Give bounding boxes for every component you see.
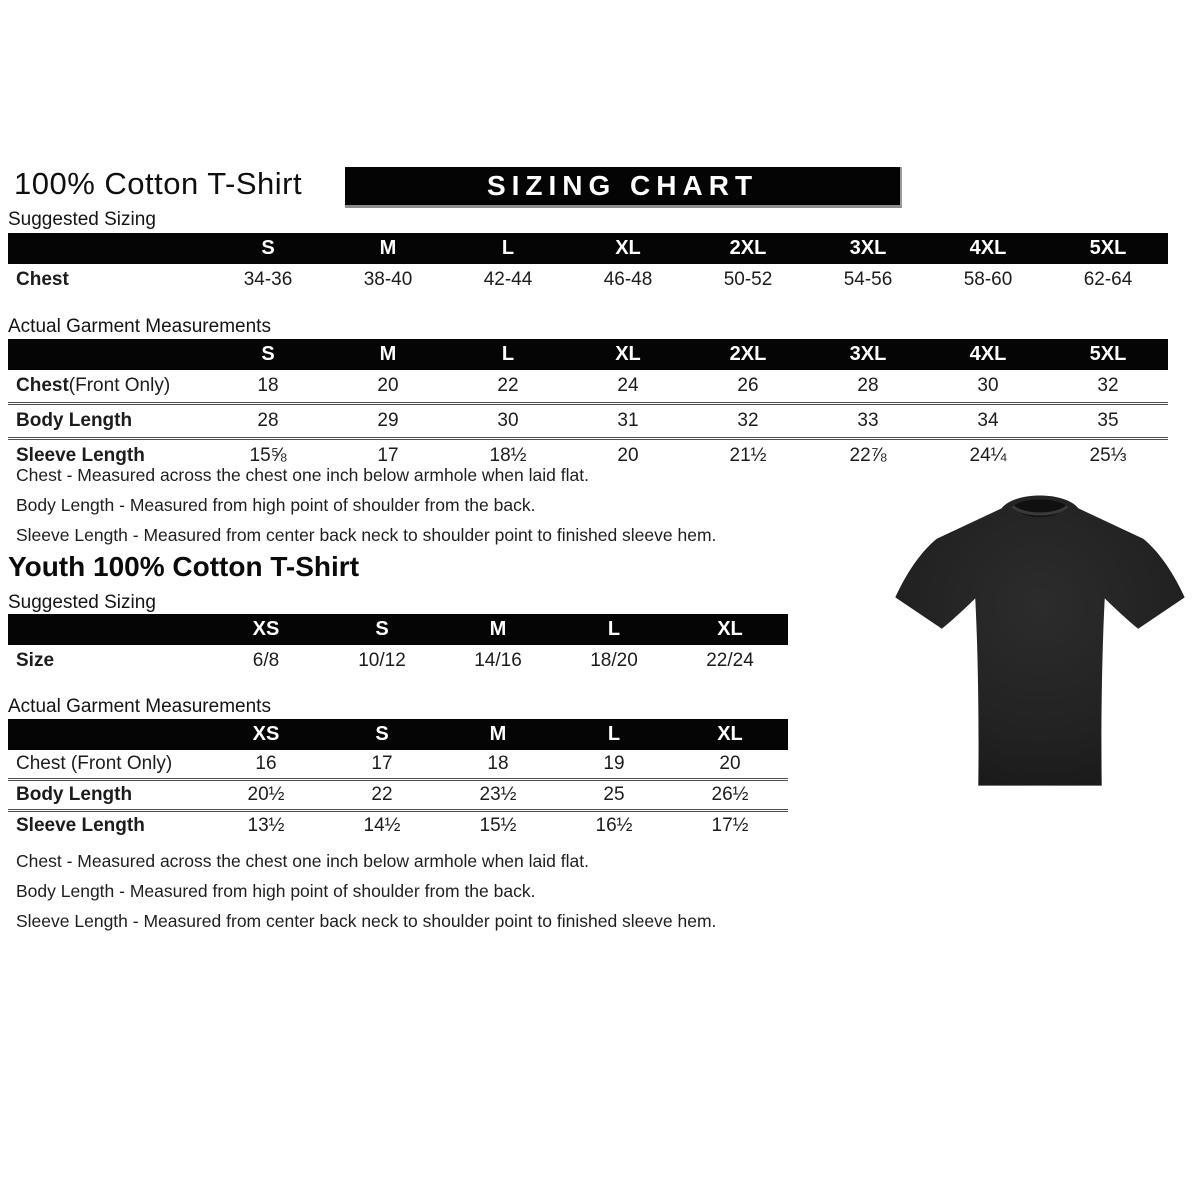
- corner-header-cell: [8, 614, 208, 645]
- col-header: S: [324, 614, 440, 645]
- value-cell: 20: [568, 437, 688, 472]
- col-header: 4XL: [928, 233, 1048, 264]
- adult-measurement-notes: [16, 460, 716, 550]
- row-label: [8, 370, 208, 402]
- col-header: S: [208, 339, 328, 370]
- value-cell: 46-48: [568, 264, 688, 296]
- col-header: 3XL: [808, 233, 928, 264]
- row-label: Chest: [8, 264, 208, 296]
- value-cell: 32: [688, 402, 808, 437]
- value-cell: 58-60: [928, 264, 1048, 296]
- value-cell: 38-40: [328, 264, 448, 296]
- note-sleeve-length: Sleeve Length - Measured from center back neck to shoulder point to finished sleeve hem.: [16, 525, 717, 545]
- value-cell: 19: [556, 750, 672, 778]
- value-cell: 28: [808, 370, 928, 402]
- value-cell: 23½: [440, 778, 556, 809]
- value-cell: 25: [556, 778, 672, 809]
- row-label: Body Length: [8, 778, 208, 809]
- col-header: L: [448, 339, 568, 370]
- value-cell: 24: [568, 370, 688, 402]
- col-header: L: [556, 719, 672, 750]
- value-cell: 18/20: [556, 645, 672, 677]
- col-header: XL: [568, 339, 688, 370]
- value-cell: 22/24: [672, 645, 788, 677]
- col-header: XL: [672, 614, 788, 645]
- youth-actual-measurements-label: Actual Garment Measurements: [8, 696, 271, 717]
- value-cell: 25⅓: [1048, 437, 1168, 472]
- value-cell: 22⅞: [808, 437, 928, 472]
- value-cell: 13½: [208, 809, 324, 840]
- value-cell: 18: [440, 750, 556, 778]
- note-chest: Chest - Measured across the chest one inch below armhole when laid flat.: [16, 851, 589, 871]
- col-header: XS: [208, 614, 324, 645]
- col-header: 2XL: [688, 233, 808, 264]
- col-header: 4XL: [928, 339, 1048, 370]
- value-cell: 20: [672, 750, 788, 778]
- adult-actual-measurements-table: [8, 339, 1168, 472]
- col-header: XL: [672, 719, 788, 750]
- row-label: Chest (Front Only): [8, 750, 208, 778]
- row-label: Sleeve Length: [8, 809, 208, 840]
- value-cell: 6/8: [208, 645, 324, 677]
- youth-actual-measurements-table: [8, 719, 788, 840]
- corner-header-cell: [8, 233, 208, 264]
- value-cell: 34-36: [208, 264, 328, 296]
- col-header: M: [440, 719, 556, 750]
- corner-header-cell: [8, 339, 208, 370]
- value-cell: 16: [208, 750, 324, 778]
- value-cell: 24¼: [928, 437, 1048, 472]
- value-cell: 31: [568, 402, 688, 437]
- note-body-length: Body Length - Measured from high point of shoulder from the back.: [16, 495, 536, 515]
- col-header: 5XL: [1048, 233, 1168, 264]
- value-cell: 32: [1048, 370, 1168, 402]
- tshirt-graphic: [888, 476, 1192, 820]
- row-label-main: Chest: [16, 375, 69, 396]
- value-cell: 17½: [672, 809, 788, 840]
- youth-section-title: Youth 100% Cotton T-Shirt: [8, 551, 360, 582]
- note-sleeve-length: Sleeve Length - Measured from center back neck to shoulder point to finished sleeve hem.: [16, 911, 717, 931]
- col-header: M: [440, 614, 556, 645]
- note-body-length: Body Length - Measured from high point of shoulder from the back.: [16, 881, 536, 901]
- youth-suggested-sizing-table: [8, 614, 788, 677]
- value-cell: 30: [928, 370, 1048, 402]
- col-header: XS: [208, 719, 324, 750]
- adult-suggested-sizing-label: Suggested Sizing: [8, 209, 156, 230]
- value-cell: 54-56: [808, 264, 928, 296]
- corner-header-cell: [8, 719, 208, 750]
- row-label: Body Length: [8, 402, 208, 437]
- value-cell: 28: [208, 402, 328, 437]
- value-cell: 50-52: [688, 264, 808, 296]
- value-cell: 14½: [324, 809, 440, 840]
- row-label-suffix: (Front Only): [68, 375, 171, 396]
- adult-suggested-sizing-table: [8, 233, 1168, 296]
- row-label: Size: [8, 645, 208, 677]
- value-cell: 20½: [208, 778, 324, 809]
- col-header: XL: [568, 233, 688, 264]
- value-cell: 14/16: [440, 645, 556, 677]
- value-cell: 15½: [440, 809, 556, 840]
- value-cell: 15⅝: [208, 437, 328, 472]
- col-header: S: [208, 233, 328, 264]
- col-header: M: [328, 339, 448, 370]
- value-cell: 17: [324, 750, 440, 778]
- value-cell: 18: [208, 370, 328, 402]
- col-header: L: [448, 233, 568, 264]
- value-cell: 33: [808, 402, 928, 437]
- page-title: 100% Cotton T-Shirt: [14, 166, 303, 201]
- value-cell: 62-64: [1048, 264, 1168, 296]
- tshirt-image: [888, 476, 1192, 820]
- value-cell: 30: [448, 402, 568, 437]
- value-cell: 26½: [672, 778, 788, 809]
- col-header: 3XL: [808, 339, 928, 370]
- value-cell: 20: [328, 370, 448, 402]
- row-label: Sleeve Length: [8, 437, 208, 472]
- value-cell: 42-44: [448, 264, 568, 296]
- value-cell: 17: [328, 437, 448, 472]
- value-cell: 34: [928, 402, 1048, 437]
- value-cell: 35: [1048, 402, 1168, 437]
- adult-actual-measurements-label: Actual Garment Measurements: [8, 316, 271, 337]
- youth-measurement-notes: [16, 846, 716, 936]
- note-chest: Chest - Measured across the chest one inch below armhole when laid flat.: [16, 465, 589, 485]
- value-cell: 21½: [688, 437, 808, 472]
- value-cell: 22: [324, 778, 440, 809]
- value-cell: 26: [688, 370, 808, 402]
- col-header: M: [328, 233, 448, 264]
- sizing-chart-banner: SIZING CHART: [345, 167, 902, 208]
- col-header: 2XL: [688, 339, 808, 370]
- col-header: 5XL: [1048, 339, 1168, 370]
- value-cell: 16½: [556, 809, 672, 840]
- value-cell: 10/12: [324, 645, 440, 677]
- col-header: S: [324, 719, 440, 750]
- value-cell: 29: [328, 402, 448, 437]
- col-header: L: [556, 614, 672, 645]
- youth-suggested-sizing-label: Suggested Sizing: [8, 592, 156, 613]
- value-cell: 18½: [448, 437, 568, 472]
- value-cell: 22: [448, 370, 568, 402]
